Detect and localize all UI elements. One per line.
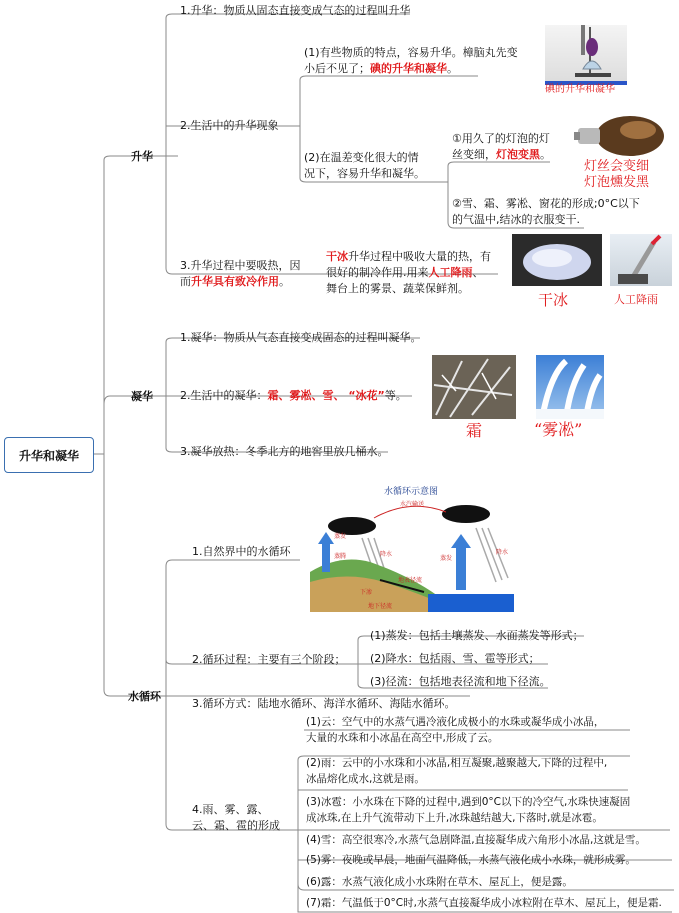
deposition-definition: 1.凝华：物质从气态直接变成固态的过程叫凝华。 bbox=[180, 331, 422, 344]
rime-caption: “雾凇” bbox=[534, 420, 583, 439]
cloud-line2: 大量的水珠和小冰晶在高空中,形成了云。 bbox=[306, 732, 499, 744]
forms-line2: 云、霜、雹的形成 bbox=[192, 819, 280, 832]
bulb2-line2: 的气温中,结冰的衣服变干. bbox=[452, 213, 580, 226]
diagram-title: 水循环示意图 bbox=[384, 487, 439, 497]
dryice-line1: 干冰升华过程中吸收大量的热，有 bbox=[326, 250, 491, 263]
svg-text:水汽输送: 水汽输送 bbox=[400, 501, 425, 508]
dryice-caption: 干冰 bbox=[538, 291, 569, 309]
iodine-caption: 碘的升华和凝华 bbox=[545, 84, 615, 95]
svg-text:蒸发: 蒸发 bbox=[440, 555, 453, 562]
life1-line1: (1)有些物质的特点，容易升华。樟脑丸先变 bbox=[304, 46, 518, 59]
bulb1-line2: 丝变细，灯泡变黑。 bbox=[452, 148, 551, 161]
artificial-rain-image bbox=[610, 234, 672, 286]
hail-line1: (3)冰雹：小水珠在下降的过程中,遇到0°C以下的冷空气,水珠快速凝固 bbox=[306, 796, 631, 808]
deposition-life: 2.生活中的凝华：霜、雾凇、雪、 “冰花”等。 bbox=[180, 389, 407, 402]
life1-line2: 小后不见了；碘的升华和凝华。 bbox=[304, 62, 458, 75]
life2-line1: (2)在温差变化很大的情 bbox=[304, 151, 419, 164]
frost-caption: 霜 bbox=[466, 421, 483, 440]
iodine-image bbox=[545, 25, 627, 85]
dryice-image bbox=[512, 234, 602, 286]
water-cycle-diagram bbox=[310, 484, 514, 612]
water-modes: 3.循环方式：陆地水循环、海洋水循环、海陆水循环。 bbox=[192, 697, 456, 710]
bulb2-line1: ②雪、霜、雾凇、窗花的形成;0°C以下 bbox=[452, 197, 640, 210]
branch-deposition: 凝华 bbox=[131, 390, 153, 403]
svg-text:降水: 降水 bbox=[380, 551, 393, 558]
rain-line1: (2)雨：云中的小水珠和小冰晶,相互凝聚,越聚越大,下降的过程中, bbox=[306, 757, 608, 769]
stage-1: (1)蒸发：包括土壤蒸发、水面蒸发等形式； bbox=[370, 629, 584, 642]
hail-line2: 成冰珠,在上升气流带动下上升,冰珠越结越大,下落时,就是冰雹。 bbox=[306, 812, 603, 824]
dryice-line2: 很好的制冷作用.用来人工降雨、 bbox=[326, 266, 484, 279]
cloud-line1: (1)云：空气中的水蒸气遇冷液化成极小的水珠或凝华成小冰晶， bbox=[306, 716, 605, 728]
sublimation-life-title: 2.生活中的升华现象 bbox=[180, 119, 279, 132]
water-nature: 1.自然界中的水循环 bbox=[192, 545, 291, 558]
branch-sublimation: 升华 bbox=[131, 150, 153, 163]
heat-line2: 而升华具有致冷作用。 bbox=[180, 275, 290, 288]
forms-line1: 4.雨、雾、露、 bbox=[192, 803, 269, 816]
stage-3: (3)径流：包括地表径流和地下径流。 bbox=[370, 675, 551, 688]
sublimation-definition: 1.升华：物质从固态直接变成气态的过程叫升华 bbox=[180, 4, 411, 17]
water-process: 2.循环过程：主要有三个阶段； bbox=[192, 653, 346, 666]
bulb-image bbox=[572, 108, 668, 162]
svg-text:下渗: 下渗 bbox=[360, 589, 373, 596]
branch-water-cycle: 水循环 bbox=[128, 690, 161, 703]
svg-text:蒸腾: 蒸腾 bbox=[334, 553, 347, 560]
bulb-caption-1: 灯丝会变细 bbox=[584, 159, 650, 174]
life2-line2: 况下，容易升华和凝华。 bbox=[304, 167, 425, 180]
bulb-caption-2: 灯泡燻发黑 bbox=[584, 175, 650, 190]
heat-line1: 3.升华过程中要吸热，因 bbox=[180, 259, 301, 272]
root-node: 升华和凝华 bbox=[4, 437, 94, 473]
rime-image bbox=[536, 355, 604, 419]
artificial-rain-caption: 人工降雨 bbox=[614, 293, 658, 306]
dryice-line3: 舞台上的雾景、蔬菜保鲜剂。 bbox=[326, 282, 469, 295]
stage-2: (2)降水：包括雨、雪、雹等形式； bbox=[370, 652, 540, 665]
frost-line: (7)霜：气温低于0°C时,水蒸气直接凝华成小冰粒附在草木、屋瓦上，便是霜. bbox=[306, 897, 662, 909]
bulb1-line1: ①用久了的灯泡的灯 bbox=[452, 132, 550, 145]
svg-text:降水: 降水 bbox=[496, 549, 509, 556]
svg-text:地下径流: 地下径流 bbox=[368, 603, 393, 610]
rain-line2: 冰晶熔化成水,这就是雨。 bbox=[306, 773, 425, 785]
svg-text:地表径流: 地表径流 bbox=[398, 577, 423, 584]
frost-image bbox=[432, 355, 516, 419]
svg-text:蒸发: 蒸发 bbox=[334, 533, 347, 540]
snow-line: (4)雪：高空很寒冷,水蒸气急剧降温,直接凝华成六角形小冰晶,这就是雪。 bbox=[306, 834, 646, 846]
fog-line: (5)雾：夜晚或早晨，地面气温降低，水蒸气液化成小水珠，就形成雾。 bbox=[306, 854, 636, 866]
dew-line: (6)露：水蒸气液化成小水珠附在草木、屋瓦上，便是露。 bbox=[306, 876, 573, 888]
deposition-heat: 3.凝华放热：冬季北方的地窖里放几桶水。 bbox=[180, 445, 389, 458]
